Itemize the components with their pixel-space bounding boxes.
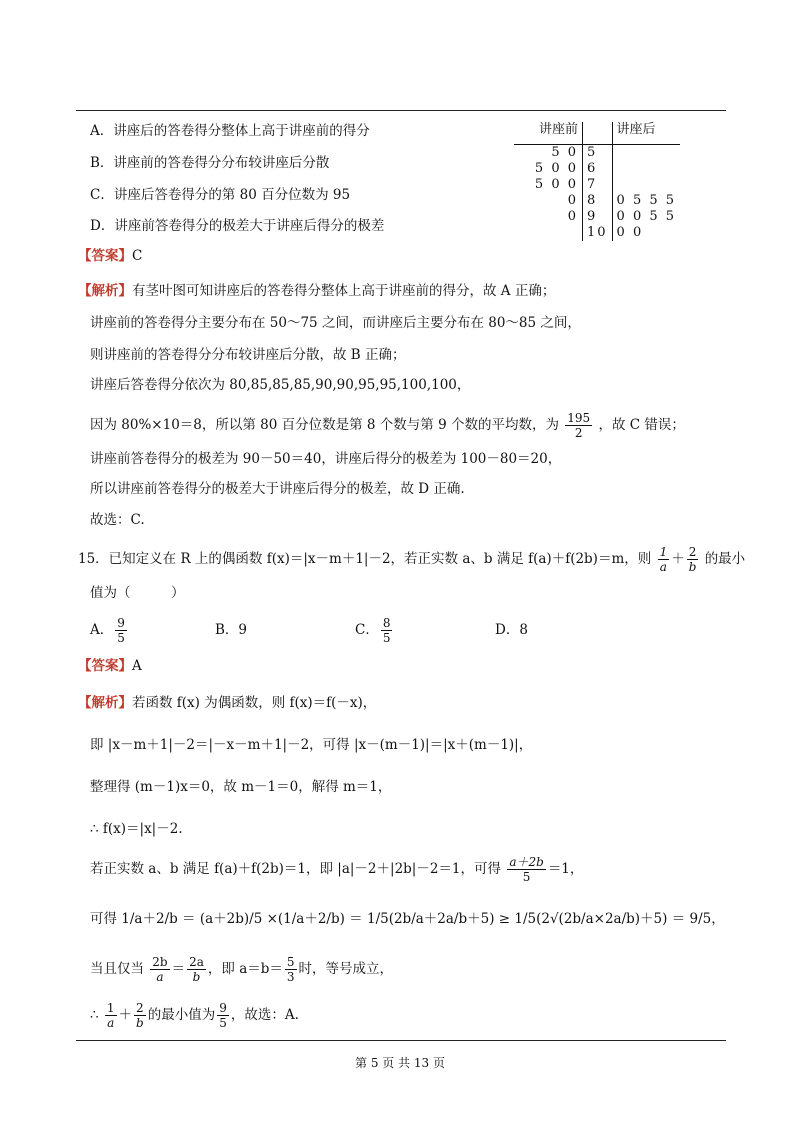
top-rule [76,110,726,111]
page-footer: 第 5 页 共 13 页 [355,1056,445,1070]
stem-row: 10 0 0 [514,225,680,241]
analysis-15-line-3: 整理得 (m－1)x＝0，故 m－1＝0，解得 m＝1， [90,779,392,795]
q15-option-a: A． $\frac{9}{5}$ [90,616,125,645]
analysis-14-line-1: 【解析】有茎叶图可知讲座后的答卷得分整体上高于讲座前的得分，故 A 正确； [78,283,556,299]
answer-tag: 【答案】 [78,658,132,674]
analysis-15-line-8: ∴ $\frac{1}{a}$ ＋ $\frac{2}{b}$ 的最小值为 $\frac{9}{5}$ ，故选：A. [90,1001,299,1030]
stem-leaf-plot [514,122,680,241]
analysis-tag: 【解析】 [78,695,132,711]
q15-option-c: C． $\frac{8}{5}$ [355,616,391,645]
stem-row: 5 0 5 [514,145,680,162]
fraction: $\frac{2b}{a}$ [152,955,168,984]
analysis-15-line-4: ∴ f(x)＝|x|－2. [90,821,183,837]
option-c: C．讲座后答卷得分的第 80 百分位数为 95 [90,187,351,203]
fraction: $\frac{9}{5}$ [219,1001,227,1030]
stem-row: 0 8 0 5 5 5 [567,193,677,208]
option-a: A．讲座后的答卷得分整体上高于讲座前的得分 [90,123,370,139]
stem-row: 5 0 0 7 [514,177,680,193]
fraction: $\frac{1}{a}$ [659,545,668,574]
answer-value: C [132,248,143,264]
analysis-14-line-6: 讲座前答卷得分的极差为 90－50＝40，讲座后得分的极差为 100－80＝20， [90,451,562,467]
analysis-14-line-2: 讲座前的答卷得分主要分布在 50～75 之间，而讲座后主要分布在 80～85 之间， [90,315,581,331]
analysis-15-line-1: 【解析】若函数 f(x) 为偶函数，则 f(x)＝f(－x)， [78,695,377,711]
fraction: $\frac{a+2b}{5}$ [509,855,544,884]
stem-row: 5 0 0 6 [514,161,680,177]
answer-15 [78,657,142,675]
bottom-rule [76,1040,726,1041]
question-15-stem: 15．已知定义在 R 上的偶函数 f(x)＝|x－m＋1|－2，若正实数 a、b 满足 f(a)＋f(2b)＝m，则 $\frac{1}{a}$ ＋ $\frac{2}{b}$ 的最小 [78,545,746,574]
fraction: $\frac{2}{b}$ [136,1001,144,1030]
option-d: D．讲座前答卷得分的极差大于讲座后得分的极差 [90,218,385,234]
fraction: $\frac{2a}{b}$ [189,955,204,984]
q15-option-b: B．9 [215,622,248,638]
fraction: $\frac{8}{5}$ [382,616,391,645]
analysis-14-line-4: 讲座后答卷得分依次为 80,85,85,85,90,90,95,95,100,100， [90,377,471,393]
answer-tag: 【答案】 [78,248,132,264]
answer-14 [78,247,142,265]
answer-value: A [132,658,142,674]
analysis-14-line-7: 所以讲座前答卷得分的极差大于讲座后得分的极差，故 D 正确. [90,481,465,497]
fraction: $\frac{5}{3}$ [286,955,295,984]
question-15-stem-cont: 值为（ ） [90,585,185,601]
analysis-14-line-8: 故选：C. [90,512,145,528]
analysis-15-line-6: 可得 1/a＋2/b ＝ (a＋2b)/5 ×(1/a＋2/b) ＝ 1/5(2b/a＋2a/b＋5) ≥ 1/5(2√(2b/a×2a/b)＋5) ＝ 9/5， [90,911,725,927]
analysis-15-line-2: 即 |x－m＋1|－2＝|－x－m＋1|－2，可得 |x－(m－1)|＝|x＋(m－1)|， [90,737,533,753]
analysis-14-line-5: 因为 80%×10＝8，所以第 80 百分位数是第 8 个数与第 9 个数的平均数，为 $\frac{195}{2}$ ，故 C 错误； [90,411,685,440]
q15-option-d: D．8 [495,622,528,638]
fraction: $\frac{2}{b}$ [688,545,697,574]
fraction: $\frac{195}{2}$ [567,411,591,440]
option-b: B．讲座前的答卷得分分布较讲座后分散 [90,155,330,171]
stem-header-left: 讲座前 [514,122,583,145]
stem-row: 0 9 0 0 5 5 [567,209,677,224]
stem-header-right: 讲座后 [612,122,680,145]
fraction: $\frac{9}{5}$ [117,616,125,645]
analysis-14-line-3: 则讲座前的答卷得分分布较讲座后分散，故 B 正确； [90,347,406,363]
analysis-15-line-7: 当且仅当 $\frac{2b}{a}$ ＝ $\frac{2a}{b}$ ，即 a＝b＝ $\frac{5}{3}$ 时，等号成立， [90,955,394,984]
fraction: $\frac{1}{a}$ [106,1001,115,1030]
analysis-tag: 【解析】 [78,283,132,299]
analysis-15-line-5: 若正实数 a、b 满足 f(a)＋f(2b)＝1，即 |a|－2＋|2b|－2＝1，可得 $\frac{a+2b}{5}$ ＝1， [90,855,584,884]
